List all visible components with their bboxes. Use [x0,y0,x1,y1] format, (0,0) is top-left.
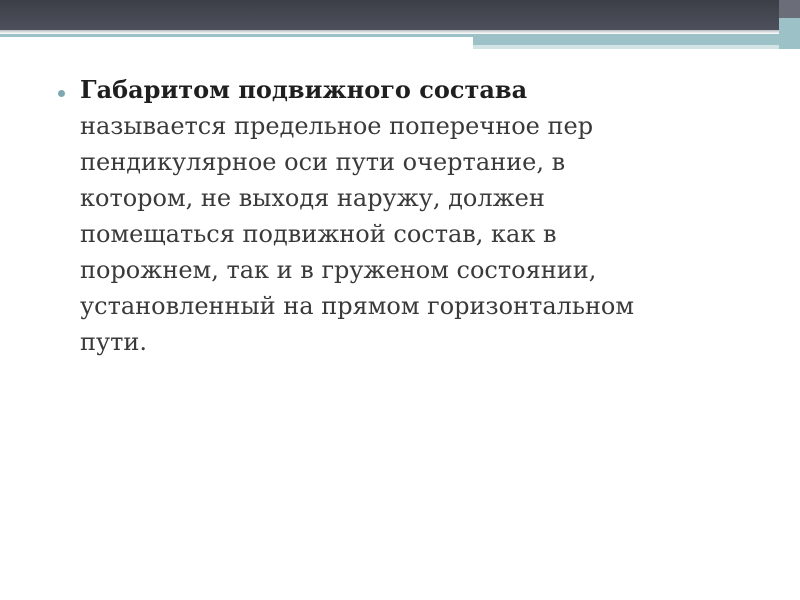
header-accent-block [473,34,779,45]
header-corner-block [779,0,800,18]
text-line: порожнем, так и в груженом состоянии, [80,256,597,284]
header-accent-line [0,34,473,37]
bold-term: Габаритом подвижного состава [80,75,528,104]
slide-content [58,72,758,360]
text-line: котором, не выходя наружу, должен [80,184,545,212]
text-line: установленный на прямом горизонтальном [80,292,635,320]
bullet-text [80,72,758,360]
bullet-marker [58,90,65,97]
header-accent-corner [779,18,800,49]
text-line: помещаться подвижной состав, как в [80,220,557,248]
text-line: называется предельное поперечное пер [80,112,594,140]
header-bar [0,0,779,30]
text-line: пендикулярное оси пути очертание, в [80,148,566,176]
text-line: пути. [80,328,148,356]
header-accent-block-light [473,45,779,49]
